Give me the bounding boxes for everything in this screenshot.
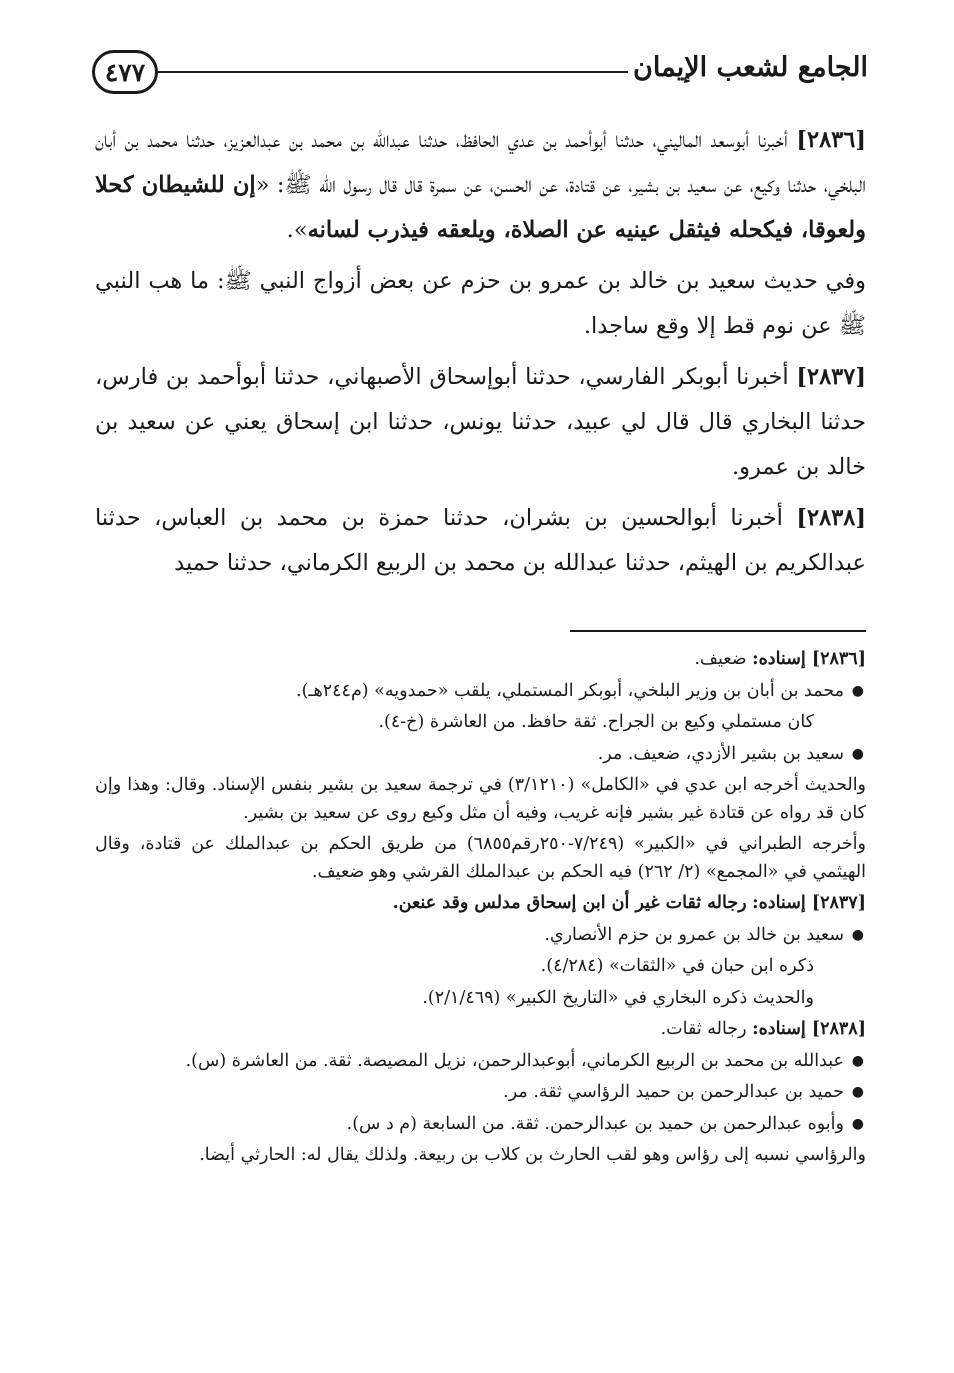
note-2838-heading xyxy=(95,1016,866,1044)
main-text xyxy=(95,118,866,592)
isnad-text: أخبرنا أبوالحسين بن بشران، حدثنا حمزة بن محمد بن العباس، حدثنا عبدالكريم بن الهيثم، حدثنا عبدالله بن محمد بن الربيع الكرماني، حدثنا حميد xyxy=(95,505,866,576)
note-paragraph: والحديث أخرجه ابن عدي في «الكامل» (٣/١٢١٠) في ترجمة سعيد بن بشير بنفس الإسناد. وقال: وهذا وإن كان قد رواه عن قتادة غير بشير فإنه غريب، وفيه أن مثل وكيع روى عن سعيد بن بشير. xyxy=(95,775,867,823)
note-bullet: ● سعيد بن خالد بن عمرو بن حزم الأنصاري. xyxy=(95,922,866,950)
hadith-number: [٢٨٣٦] xyxy=(796,127,866,153)
note-label: [٢٨٣٧] إسناده: xyxy=(752,893,866,913)
note-paragraph: والرؤاسي نسبه إلى رؤاس وهو لقب الحارث بن كلاب بن ربيعة. ولذلك يقال له: الحارثي أيضا. xyxy=(199,1145,866,1165)
note-label: [٢٨٣٨] إسناده: xyxy=(752,1019,866,1039)
running-header xyxy=(92,40,868,110)
isnad-text: أخبرنا أبوسعد الماليني، حدثنا أبوأحمد بن عدي الحافظ، حدثنا عبدالله بن محمد بن عبدالعزيز، حدثنا محمد بن أبان البلخي، حدثنا وكيع، عن سعيد بن بشير، عن قتادة، عن الحسن، عن سمرة قال قال رسول الله ﷺ: « xyxy=(95,127,866,198)
hadith-2836 xyxy=(95,118,866,253)
note-bullet: ● حميد بن عبدالرحمن بن حميد الرؤاسي ثقة. مر. xyxy=(95,1079,866,1107)
book-title: الجامع لشعب الإيمان xyxy=(633,52,868,83)
note-paragraph: وأخرجه الطبراني في «الكبير» (٧/٢٤٩-٢٥٠رقم٦٨٥٥) من طريق الحكم بن عبدالملك عن قتادة، وقال الهيثمي في «المجمع» (٢/ ٢٦٢) فيه الحكم بن عبدالملك القرشي وهو ضعيف. xyxy=(95,834,866,882)
header-rule xyxy=(158,71,628,73)
note-grade: رجاله ثقات غير أن ابن إسحاق مدلس وقد عنعن. xyxy=(392,893,747,913)
page-number-badge: ٤٧٧ xyxy=(92,50,158,94)
matn-end: ». xyxy=(286,217,308,243)
footnote-divider xyxy=(570,630,866,632)
hadith-2837 xyxy=(95,355,866,490)
isnad-text: أخبرنا أبوبكر الفارسي، حدثنا أبوإسحاق الأصبهاني، حدثنا أبوأحمد بن فارس، حدثنا البخاري قال قال لي عبيد، حدثنا يونس، حدثنا ابن إسحاق يعني عن سعيد بن خالد بن عمرو. xyxy=(95,364,866,480)
note-2836-heading xyxy=(95,646,866,674)
note-bullet: ● محمد بن أبان بن وزير البلخي، أبوبكر المستملي، يلقب «حمدويه» (م٢٤٤هـ). xyxy=(95,678,866,706)
note-grade: رجاله ثقات. xyxy=(660,1019,747,1039)
paragraph-saeed: وفي حديث سعيد بن خالد بن عمرو بن حزم عن بعض أزواج النبي ﷺ: ما هب النبي ﷺ عن نوم قط إلا وقع ساجدا. xyxy=(95,268,866,339)
hadith-2838 xyxy=(95,496,866,586)
note-grade: ضعيف. xyxy=(694,649,747,669)
note-subline: كان مستملي وكيع بن الجراح. ثقة حافظ. من العاشرة (خ-٤). xyxy=(378,712,814,732)
footnotes xyxy=(95,646,866,1174)
matn-text: إن للشيطان كحلا ولعوقا، فيكحله فيثقل عينيه عن الصلاة، ويلعقه فيذرب لسانه xyxy=(95,172,866,243)
note-label: [٢٨٣٦] إسناده: xyxy=(752,649,866,669)
note-bullet: ● عبدالله بن محمد بن الربيع الكرماني، أبوعبدالرحمن، نزيل المصيصة. ثقة. من العاشرة (س). xyxy=(95,1048,866,1076)
note-bullet: ● سعيد بن بشير الأزدي، ضعيف. مر. xyxy=(95,741,866,769)
note-subline: ذكره ابن حبان في «الثقات» (٤/٢٨٤). xyxy=(540,956,814,976)
note-subline: والحديث ذكره البخاري في «التاريخ الكبير» (٢/١/٤٦٩). xyxy=(422,987,814,1008)
note-bullet: ● وأبوه عبدالرحمن بن حميد بن عبدالرحمن. ثقة. من السابعة (م د س). xyxy=(95,1111,866,1139)
hadith-number: [٢٨٣٨] xyxy=(796,505,866,531)
hadith-number: [٢٨٣٧] xyxy=(796,364,866,390)
note-2837-heading xyxy=(95,890,866,918)
